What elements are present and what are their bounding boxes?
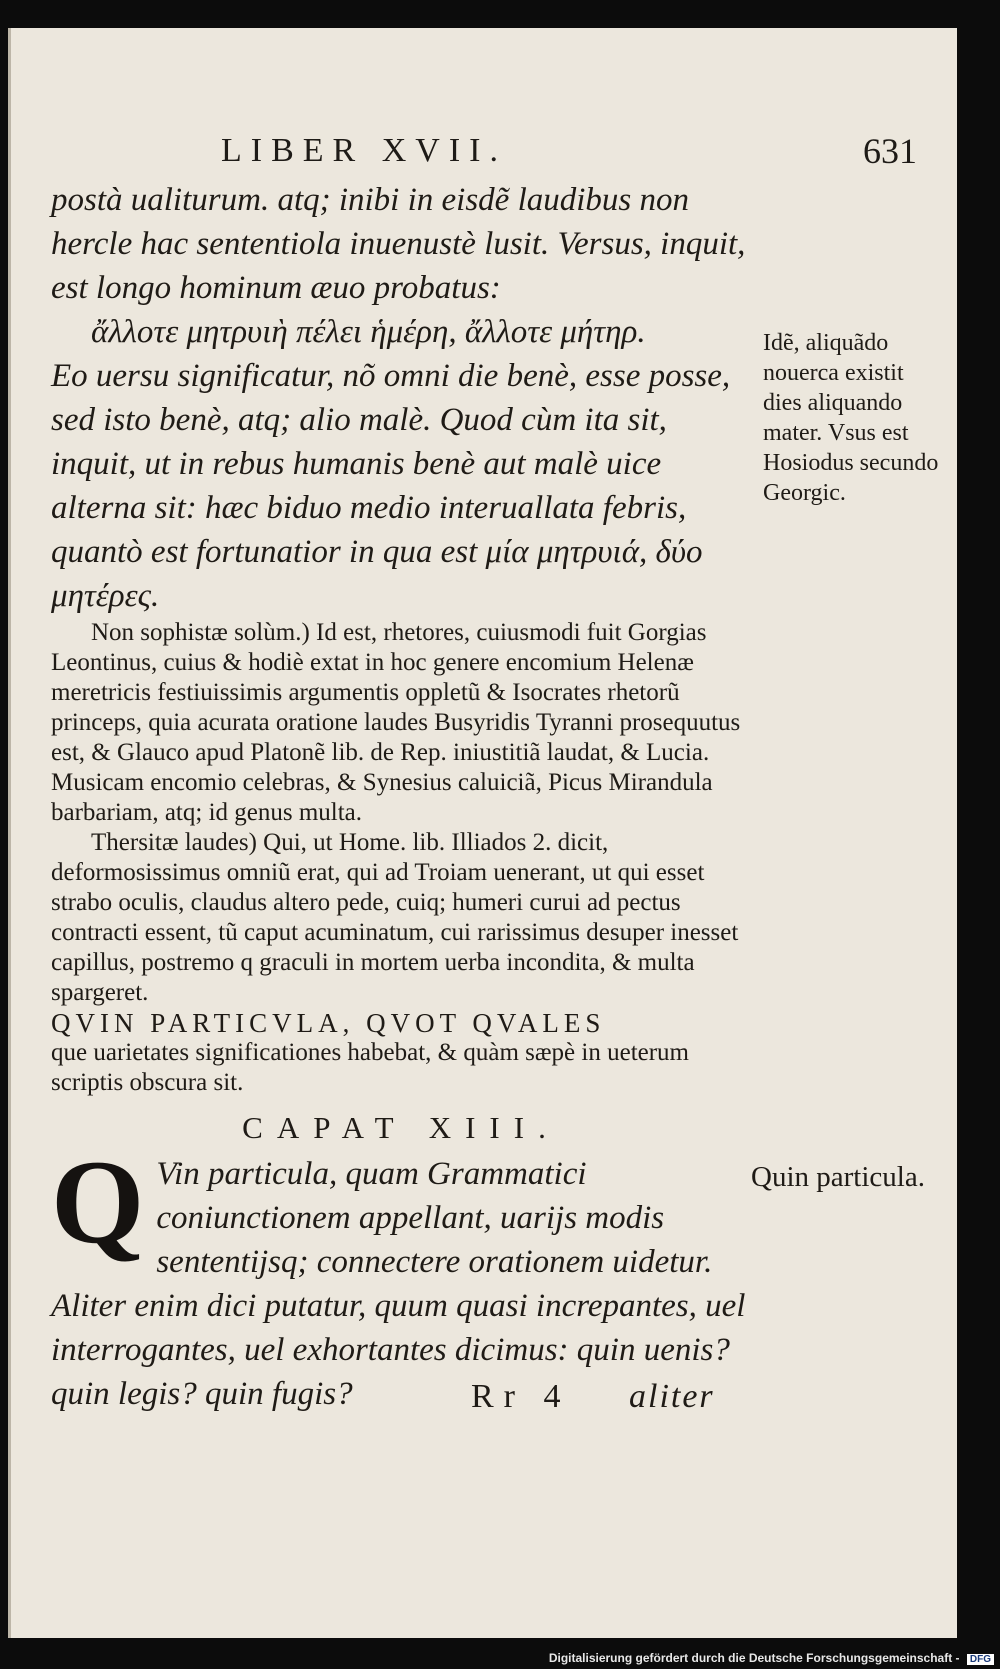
running-title: LIBER XVII.: [221, 132, 507, 169]
section-subheading: que uarietates significationes habebat, & quàm sæpè in ueterum scriptis obscura sit.: [51, 1039, 690, 1096]
paragraph-quin: [51, 1135, 751, 1416]
catchword: aliter: [629, 1378, 715, 1415]
drop-cap: Q: [51, 1135, 145, 1268]
paragraph-quin-text: Vin particula, quam Grammatici coniunctionem appellant, uarijs modis sententijsq; connectere orationem uidetur. Aliter enim dici putatur, quum quasi increpantes, uel interrogantes, uel exhortantes dicimus: quin uenis? quin legis? quin fugis?: [51, 1156, 746, 1412]
page-footer: [471, 1378, 715, 1416]
paragraph-1: postà ualiturum. atq; inibi in eisdẽ laudibus non hercle hac sententiola inuenustè lusit. Versus, inquit, est longo hominum æuo probatus:: [51, 182, 746, 306]
credit-text: Digitalisierung gefördert durch die Deutsche Forschungsgemeinschaft -: [548, 1651, 960, 1665]
greek-verse: ἄλλοτε μητρυιὴ πέλει ἡμέρη, ἄλλοτε μήτηρ.: [91, 314, 646, 350]
dfg-logo: DFG: [967, 1654, 994, 1665]
page-header: [221, 118, 917, 178]
margin-note-nouerca: Idẽ, aliquãdo nouerca existit dies aliquando mater. Vsus est Hosiodus secundo Georgic.: [763, 330, 939, 506]
paragraph-2: Eo uersu significatur, nõ omni die benè, esse posse, sed isto benè, atq; alio malè. Quod cùm ita sit, inquit, ut in rebus humanis benè aut malè uice alterna sit: hæc biduo medio interuallata febris, quantò est fortunatior in qua est μία μητρυιά, δύο μητέρες.: [51, 358, 731, 614]
book-page: [8, 28, 957, 1638]
paragraph-thersitae: Thersitæ laudes) Qui, ut Home. lib. Illiados 2. dicit, deformosissimus omniũ erat, qui ad Troiam uenerant, ut qui esset strabo oculis, claudus altero pede, cuiq; humeri curui ad pectus contracti essent, tũ caput acuminatum, cui rarissimus desuper inesset capillus, postremo q graculi in mortem uerba incondita, & multa spargeret.: [51, 829, 739, 1006]
main-text-block: [51, 178, 751, 1416]
section-caps-heading: QVIN PARTICVLA, QVOT QVALES: [51, 1008, 606, 1038]
chapter-heading: CAPAT XIII.: [242, 1110, 560, 1145]
margin-note-quin: Quin particula.: [751, 1161, 925, 1193]
digitization-credit: [549, 1651, 994, 1665]
signature-mark: Rr 4: [471, 1378, 571, 1415]
page-number: 631: [863, 131, 917, 171]
paragraph-sophistae: Non sophistæ solùm.) Id est, rhetores, cuiusmodi fuit Gorgias Leontinus, cuius & hodiè extat in hoc genere encomium Helenæ meretricis festiuissimis argumentis oppletũ & Isocrates rhetorũ princeps, quia acurata oratione laudes Busyridis Tyranni prosequutus est, & Glauco apud Platonẽ lib. de Rep. iniustitiã laudat, & Lucia. Musicam encomio celebras, & Synesius caluiciã, Picus Mirandula barbariam, atq; id genus multa.: [51, 619, 741, 826]
